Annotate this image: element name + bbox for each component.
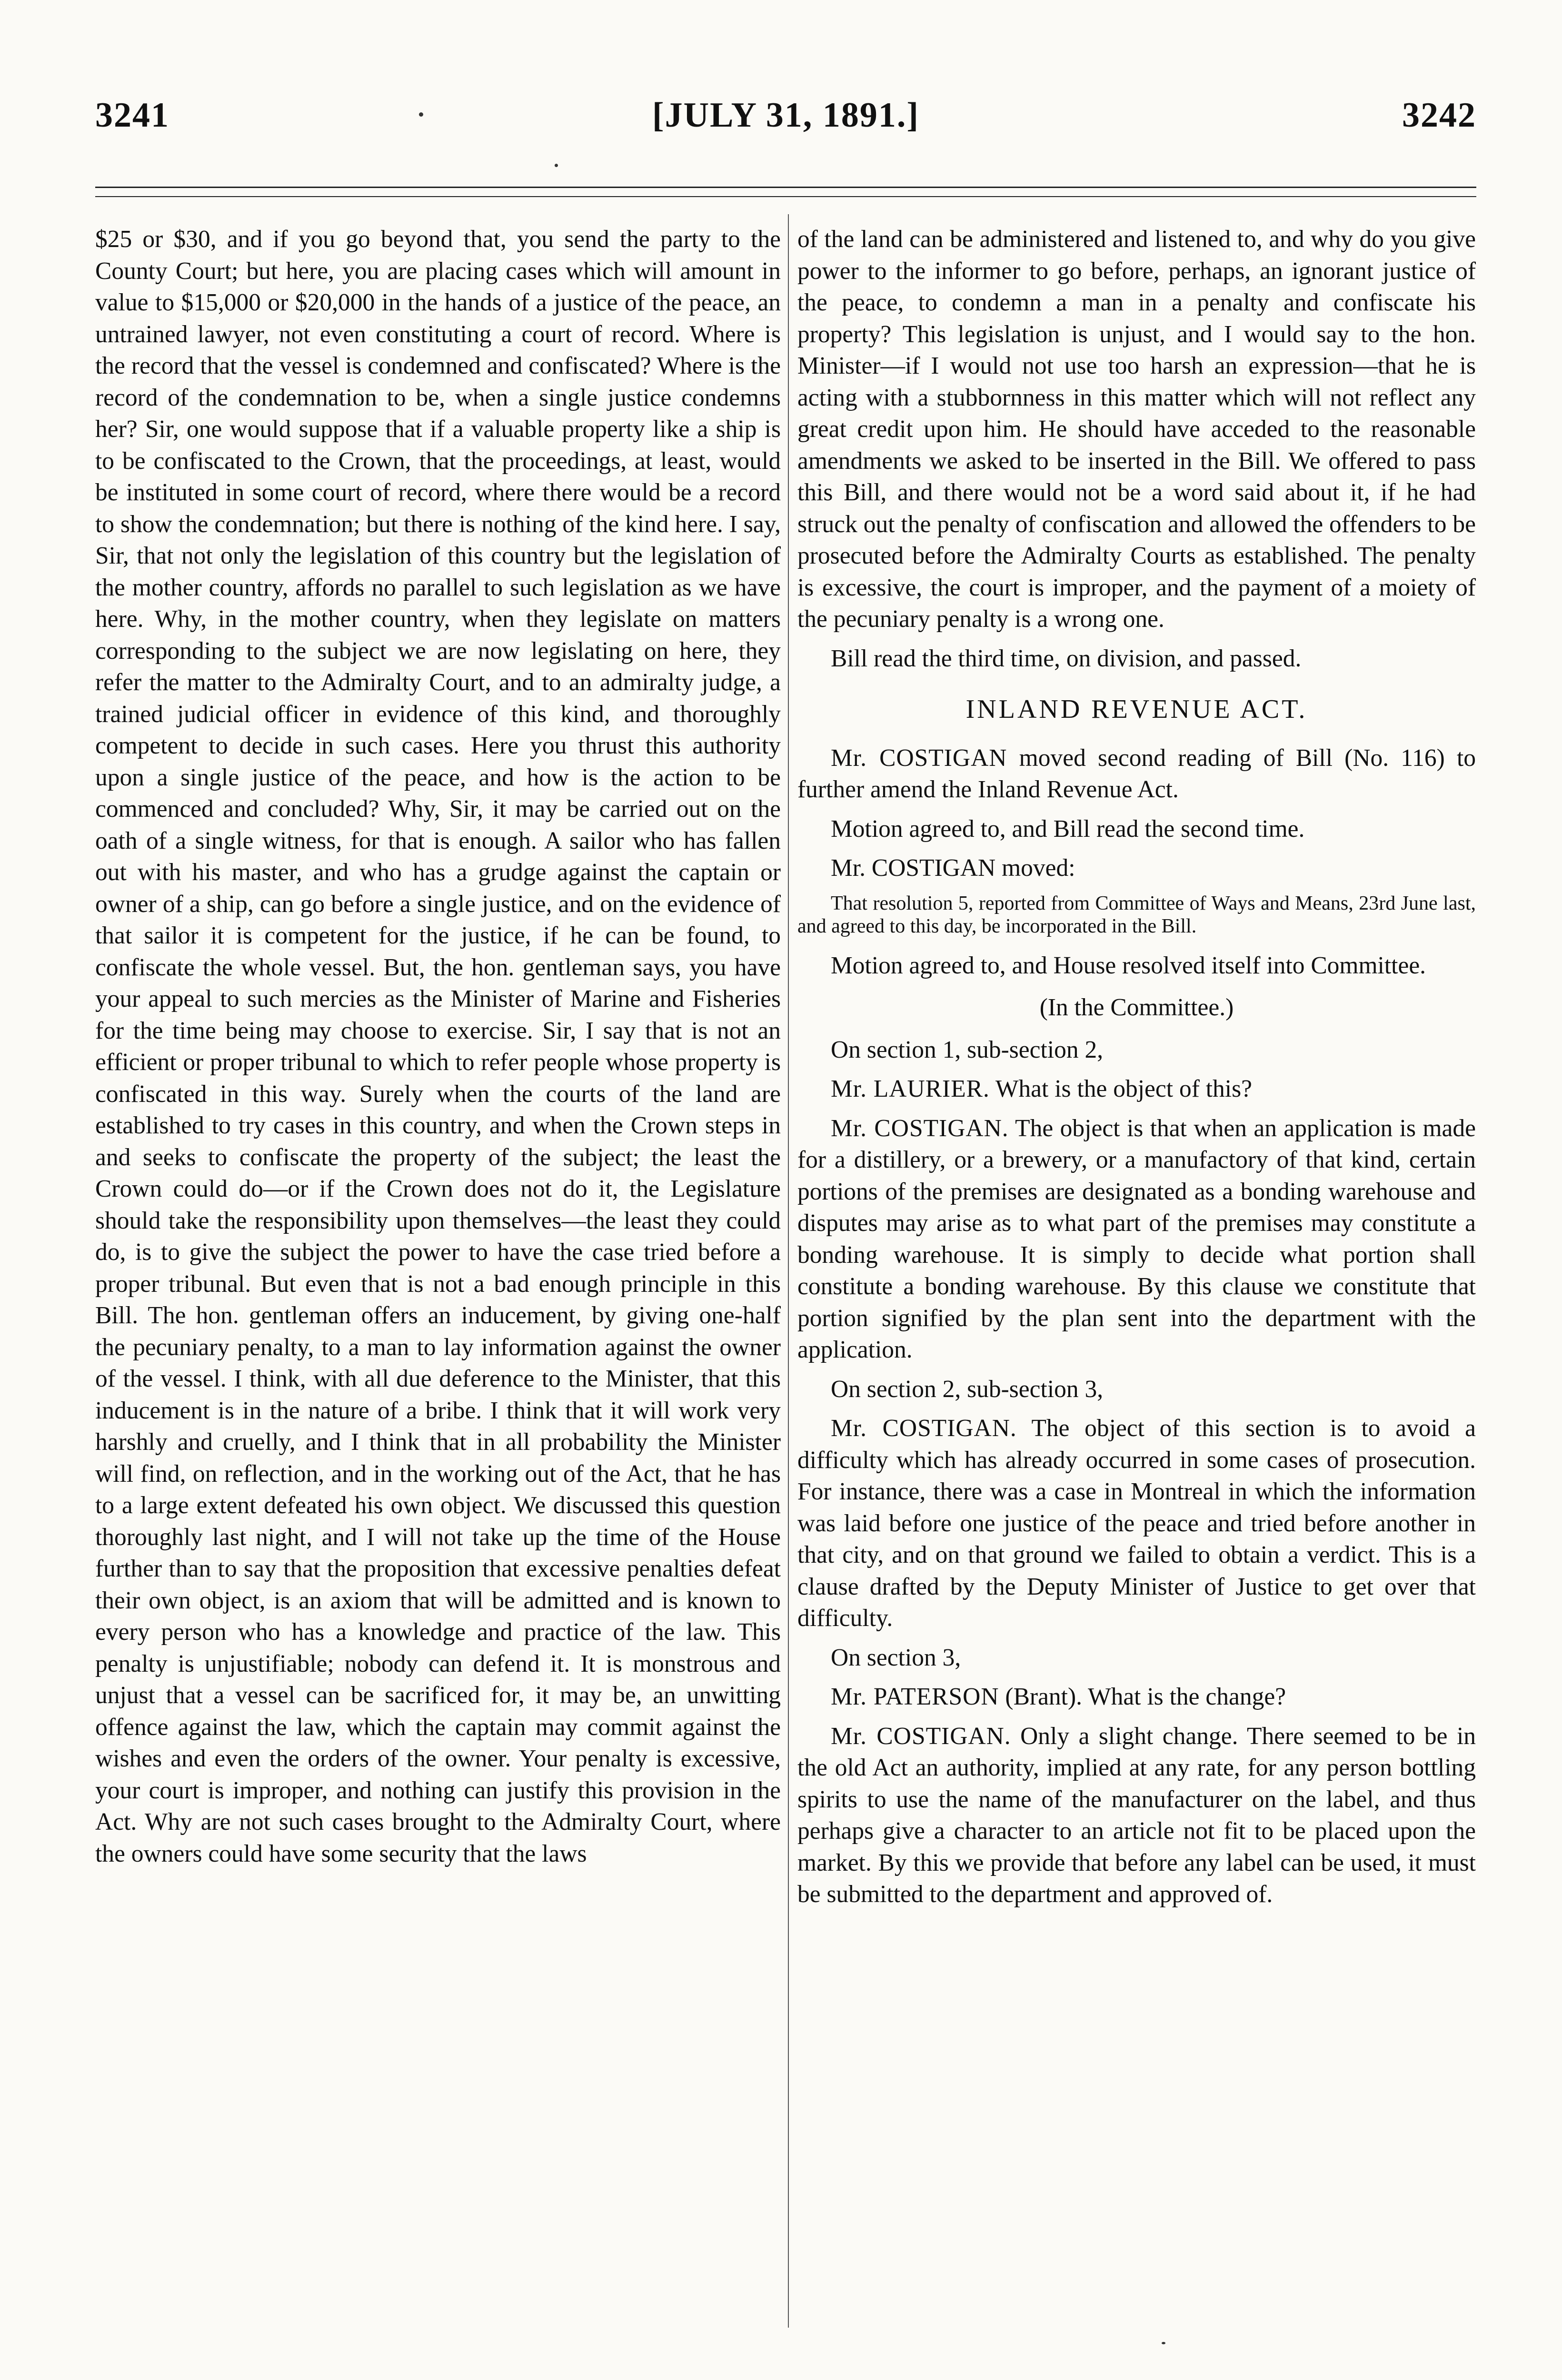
header-rule-thin: [95, 196, 1476, 197]
print-speck: [419, 112, 423, 117]
speech-paragraph: $25 or $30, and if you go beyond that, you send the party to the County Court; but here, you are placing cases which will amount in value to $15,000 or $20,000 in the hands of a justice of the peace, an untrained lawyer, not even constituting a court of record. Where is the record that the vessel is condemned and confiscated? Where is the record of the condemnation to be, when a single justice condemns her? Sir, one would suppose that if a valuable property like a ship is to be confiscated to the Crown, that the proceedings, at least, would be instituted in some court of record, where there would be a record to show the condemnation; but there is nothing of the kind here. I say, Sir, that not only the legislation of this country but the legislation of the mother country, affords no parallel to such legislation as we have here. Why, in the mother country, when they legislate on matters corresponding to the subject we are now legislating on here, they refer the matter to the Admiralty Court, and to an admiralty judge, a trained judicial officer in evidence of this kind, and thoroughly competent to decide in such cases. Here you thrust this authority upon a single justice of the peace, and how is the action to be commenced and concluded? Why, Sir, it may be carried out on the oath of a single witness, for that is enough. A sailor who has fallen out with his master, and who has a grudge against the captain or owner of a ship, can go before a single justice, and on the evidence of that sailor it is competent for the justice, if he can be found, to confiscate the whole vessel. But, the hon. gentleman says, you have your appeal to such mercies as the Minister of Marine and Fisheries for the time being may choose to exercise. Sir, I say that is not an efficient or proper tribunal to which to refer people whose property is confiscated in this way. Surely when the courts of the land are established to try cases in this country, and when the Crown steps in and seeks to confiscate the property of the subject; the least the Crown could do—or if the Crown does not do it, the Legislature should take the responsibility upon themselves—the least they could do, is to give the subject the power to have the case tried before a proper tribunal. But even that is not a bad enough principle in this Bill. The hon. gentleman offers an inducement, by giving one-half the pecuniary penalty, to a man to lay information against the owner of the vessel. I think, with all due deference to the Minister, that this inducement is in the nature of a bribe. I think that it will work very harshly and cruelly, and I think that in all probability the Minister will find, on reflection, and in the working out of the Act, that he has to a large extent defeated his own object. We discussed this question thoroughly last night, and I will not take up the time of the House further than to say that the proposition that excessive penalties defeat their own object, is an axiom that will be admitted and is known to every person who has a knowledge and practice of the law. This penalty is unjustifiable; nobody can defend it. It is monstrous and unjust that a vessel can be sacrificed for, it may be, an unwitting offence against the law, which the captain may commit against the wishes and even the orders of the owner. Your penalty is excessive, your court is improper, and nothing can justify this provision in the Act. Why are not such cases brought to the Admiralty Court, where the owners could have some security that the laws: [95, 226, 781, 1867]
resolution-text: That resolution 5, reported from Committee of Ways and Means, 23rd June last, and agreed to this day, be incorporated in the Bill.: [797, 892, 1476, 937]
speech-text: The object of this section is to avoid a difficulty which has already occurred in some cases of prosecution. For instance, there was a case in Montreal in which the information was laid before one justice of the peace and tried before another in that city, and on that ground we failed to obtain a verdict. This is a clause drafted by the Deputy Minister of Justice to get over that difficulty.: [797, 1415, 1476, 1632]
motion-intro: Mr. COSTIGAN moved:: [831, 854, 1075, 882]
speech-text: Only a slight change. There seemed to be in the old Act an authority, implied at any rate, for any person bottling spirits to use the name of the manufacturer on the label, and thus perhaps give a character to an article not fit to be placed upon the market. By this we provide that before any label can be used, it must be submitted to the department and approved of.: [797, 1722, 1476, 1908]
speaker-name: Mr. COSTIGAN.: [831, 1415, 1017, 1442]
committee-motion: Motion agreed to, and House resolved itself into Committee.: [831, 952, 1426, 979]
motion-agreed: Motion agreed to, and Bill read the second time.: [831, 815, 1305, 843]
section-heading: On section 2, sub-section 3,: [831, 1375, 1104, 1403]
speech-text: The object is that when an application is made for a distillery, or a brewery, or a manufactory of that kind, certain portions of the premises are designated as a bonding warehouse and disputes may arise as to what part of the premises may constitute a bonding warehouse. It is simply to decide what portion shall constitute a bonding warehouse. By this clause we constitute that portion signified by the plan sent into the department with the application.: [797, 1114, 1476, 1363]
speech-text: (Brant). What is the change?: [999, 1683, 1286, 1710]
left-column: [95, 224, 781, 1877]
speaker-name: Mr. COSTIGAN: [831, 744, 1007, 772]
speech-continuation: of the land can be administered and listened to, and why do you give power to the informer to go before, perhaps, an ignorant justice of the peace, to condemn a man in a penalty and confiscate his property? This legislation is unjust, and I would say to the hon. Minister—if I would not use too harsh an expression—that he is acting with a stubbornness in this matter which will not reflect any great credit upon him. He should have acceded to the reasonable amendments we asked to be inserted in the Bill. We offered to pass this Bill, and there would not be a word said about it, if he had struck out the penalty of confiscation and allowed the offenders to be prosecuted before the Admiralty Courts as established. The penalty is excessive, the court is improper, and the payment of a moiety of the pecuniary penalty is a wrong one.: [797, 226, 1476, 633]
header-rule: [95, 187, 1476, 188]
costigan-answer: [797, 1721, 1476, 1911]
column-divider: [788, 214, 789, 2328]
costigan-answer: [797, 1113, 1476, 1366]
speaker-name: Mr. PATERSON: [831, 1683, 999, 1710]
section-title: INLAND REVENUE ACT.: [965, 694, 1308, 724]
third-reading-note: Bill read the third time, on division, and passed.: [831, 645, 1302, 672]
speaker-name: Mr. COSTIGAN.: [831, 1722, 1011, 1750]
right-page-number: 3242: [1402, 96, 1476, 135]
committee-heading: (In the Committee.): [1039, 994, 1234, 1021]
speech-text: What is the object of this?: [989, 1075, 1252, 1102]
header-date: [JULY 31, 1891.]: [652, 96, 919, 135]
paterson-question: [797, 1681, 1476, 1713]
speaker-name: Mr. LAURIER.: [831, 1075, 990, 1102]
speech-text: moved second reading of Bill (No. 116) to further amend the Inland Revenue Act.: [797, 744, 1476, 803]
page-header: [95, 95, 1476, 148]
section-heading: On section 3,: [831, 1644, 961, 1671]
left-page-number: 3241: [95, 96, 169, 135]
laurier-question: [797, 1073, 1476, 1105]
right-column: [797, 224, 1476, 1918]
section-heading: On section 1, sub-section 2,: [831, 1036, 1104, 1063]
speaker-name: Mr. COSTIGAN.: [831, 1114, 1009, 1142]
print-speck: [555, 164, 558, 167]
second-reading-motion: [797, 743, 1476, 806]
print-speck: [1162, 2342, 1165, 2344]
costigan-answer: [797, 1413, 1476, 1635]
